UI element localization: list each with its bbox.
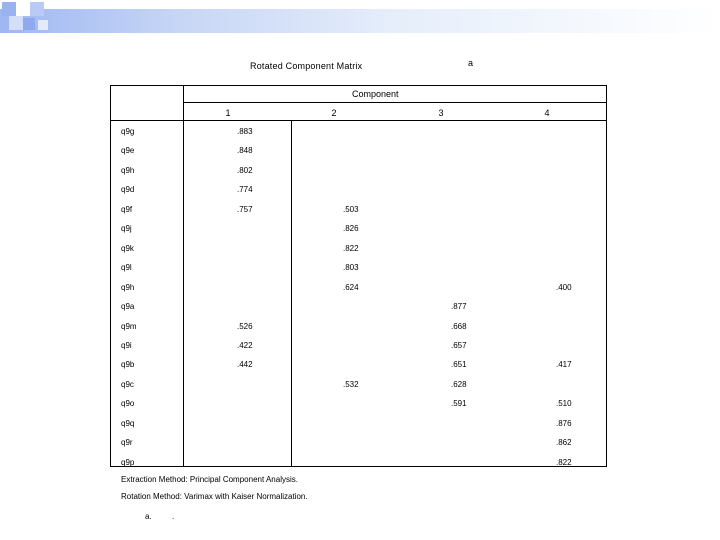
table-row xyxy=(0,438,720,458)
table-row xyxy=(0,399,720,419)
row-label: q9i xyxy=(121,340,132,350)
loading-cell: .848 xyxy=(237,146,253,156)
loading-cell: .532 xyxy=(343,379,359,389)
loading-cell: .628 xyxy=(451,379,467,389)
loading-cell: .442 xyxy=(237,360,253,370)
loading-cell: .877 xyxy=(451,302,467,312)
loading-cell: .417 xyxy=(556,360,572,370)
decorative-square xyxy=(30,2,44,16)
footnote-a-text: . xyxy=(172,512,175,521)
row-label: q9o xyxy=(121,399,135,409)
table-row xyxy=(0,224,720,244)
table-row xyxy=(0,360,720,380)
loading-cell: .774 xyxy=(237,185,253,195)
table-title: Rotated Component Matrix xyxy=(250,61,363,71)
decorative-square xyxy=(9,16,23,30)
row-label: q9c xyxy=(121,379,134,389)
table-row xyxy=(0,166,720,186)
footnote-rotation: Rotation Method: Varimax with Kaiser Normalization. xyxy=(121,492,308,501)
loading-cell: .651 xyxy=(451,360,467,370)
column-header-4: 4 xyxy=(544,108,550,118)
table-row xyxy=(0,127,720,147)
loading-cell: .591 xyxy=(451,399,467,409)
header-divider xyxy=(183,85,184,120)
row-label: q9k xyxy=(121,243,134,253)
table-row xyxy=(0,263,720,283)
column-header-2: 2 xyxy=(331,108,337,118)
table-row xyxy=(0,341,720,361)
row-label: q9j xyxy=(121,224,132,234)
loading-cell: .668 xyxy=(451,321,467,331)
table-row xyxy=(0,185,720,205)
loading-cell: .757 xyxy=(237,204,253,214)
loading-cell: .822 xyxy=(556,457,572,467)
loading-cell: .862 xyxy=(556,438,572,448)
loading-cell: .422 xyxy=(237,340,253,350)
row-label: q9d xyxy=(121,185,135,195)
row-label: q9h xyxy=(121,282,135,292)
loading-cell: .803 xyxy=(343,263,359,273)
loading-cell: .510 xyxy=(556,399,572,409)
table-row xyxy=(0,205,720,225)
footnote-a-label: a. xyxy=(145,512,152,521)
loading-cell: .503 xyxy=(343,204,359,214)
loading-cell: .526 xyxy=(237,321,253,331)
component-header: Component xyxy=(352,89,399,99)
table-row xyxy=(0,244,720,264)
row-label: q9m xyxy=(121,321,137,331)
row-label: q9q xyxy=(121,418,135,428)
loading-cell: .876 xyxy=(556,418,572,428)
footnote-extraction: Extraction Method: Principal Component Analysis. xyxy=(121,475,298,484)
loading-cell: .826 xyxy=(343,224,359,234)
loading-cell: .624 xyxy=(343,282,359,292)
row-label: q9e xyxy=(121,146,135,156)
loading-cell: .883 xyxy=(237,127,253,136)
row-label: q9f xyxy=(121,204,133,214)
table-row xyxy=(0,458,720,478)
row-label: q9h xyxy=(121,165,135,175)
table-row xyxy=(0,322,720,342)
header-band xyxy=(0,9,720,33)
row-label: q9g xyxy=(121,127,135,136)
table-row xyxy=(0,380,720,400)
row-label: q9r xyxy=(121,438,133,448)
decorative-square xyxy=(23,18,35,30)
row-label: q9p xyxy=(121,457,135,467)
header-rule xyxy=(183,102,607,103)
table-row xyxy=(0,146,720,166)
column-header-3: 3 xyxy=(438,108,444,118)
loading-cell: .822 xyxy=(343,243,359,253)
column-header-1: 1 xyxy=(225,108,231,118)
table-row xyxy=(0,419,720,439)
decorative-square xyxy=(2,2,16,16)
loading-cell: .657 xyxy=(451,340,467,350)
row-label: q9b xyxy=(121,360,135,370)
header-rule xyxy=(110,120,607,121)
loading-cell: .400 xyxy=(556,282,572,292)
decorative-square xyxy=(16,2,30,16)
row-label: q9a xyxy=(121,302,135,312)
title-footnote-mark: a xyxy=(468,58,474,68)
table-row xyxy=(0,283,720,303)
loading-cell: .802 xyxy=(237,165,253,175)
row-label: q9l xyxy=(121,263,132,273)
decorative-square xyxy=(38,20,48,30)
table-row xyxy=(0,302,720,322)
